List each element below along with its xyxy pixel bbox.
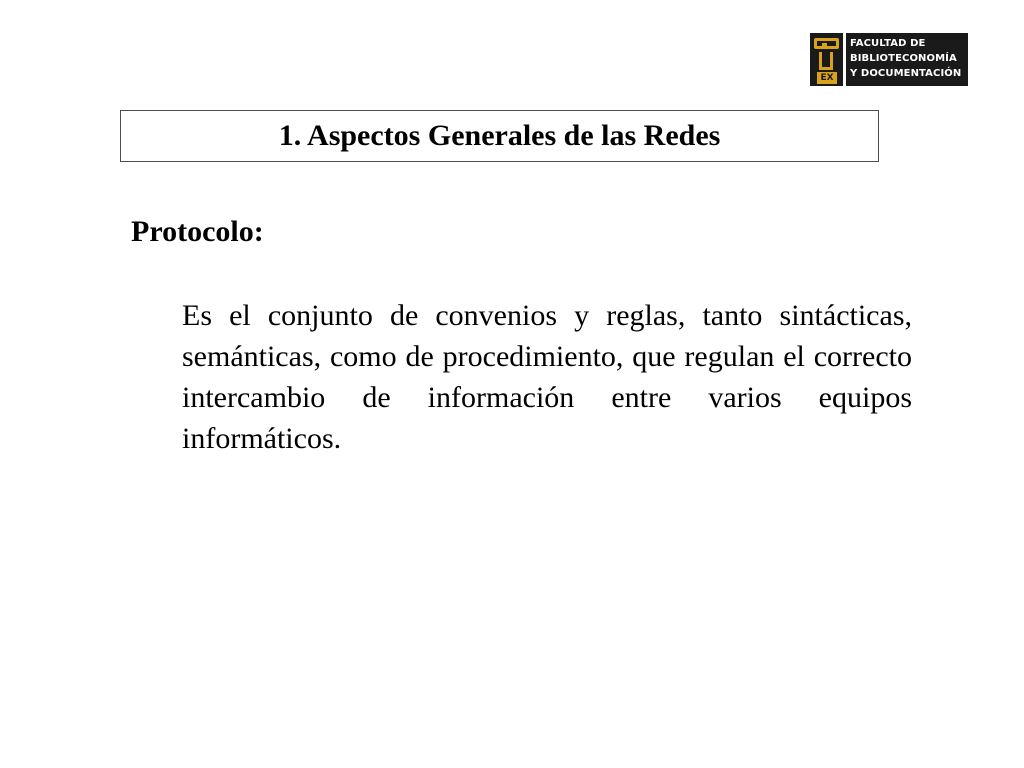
logo-text <box>846 33 968 86</box>
key-icon <box>814 38 839 49</box>
u-letter-icon <box>819 52 833 70</box>
faculty-logo <box>810 33 968 86</box>
definition-paragraph: Es el conjunto de convenios y reglas, tanto sintácticas, semánticas, como de procedimiento, que regulan el correcto intercambio de información entre varios equipos informáticos. <box>182 299 912 455</box>
logo-line-1: FACULTAD DE <box>850 38 926 49</box>
slide-title: 1. Aspectos Generales de las Redes <box>278 119 721 152</box>
university-emblem-icon <box>810 33 843 86</box>
section-heading: Protocolo: <box>131 215 264 248</box>
logo-mark-text: EX <box>817 72 837 84</box>
logo-line-2: BIBLIOTECONOMÍA <box>850 53 957 64</box>
logo-line-3: Y DOCUMENTACIÓN <box>850 68 962 79</box>
title-box <box>120 110 879 162</box>
